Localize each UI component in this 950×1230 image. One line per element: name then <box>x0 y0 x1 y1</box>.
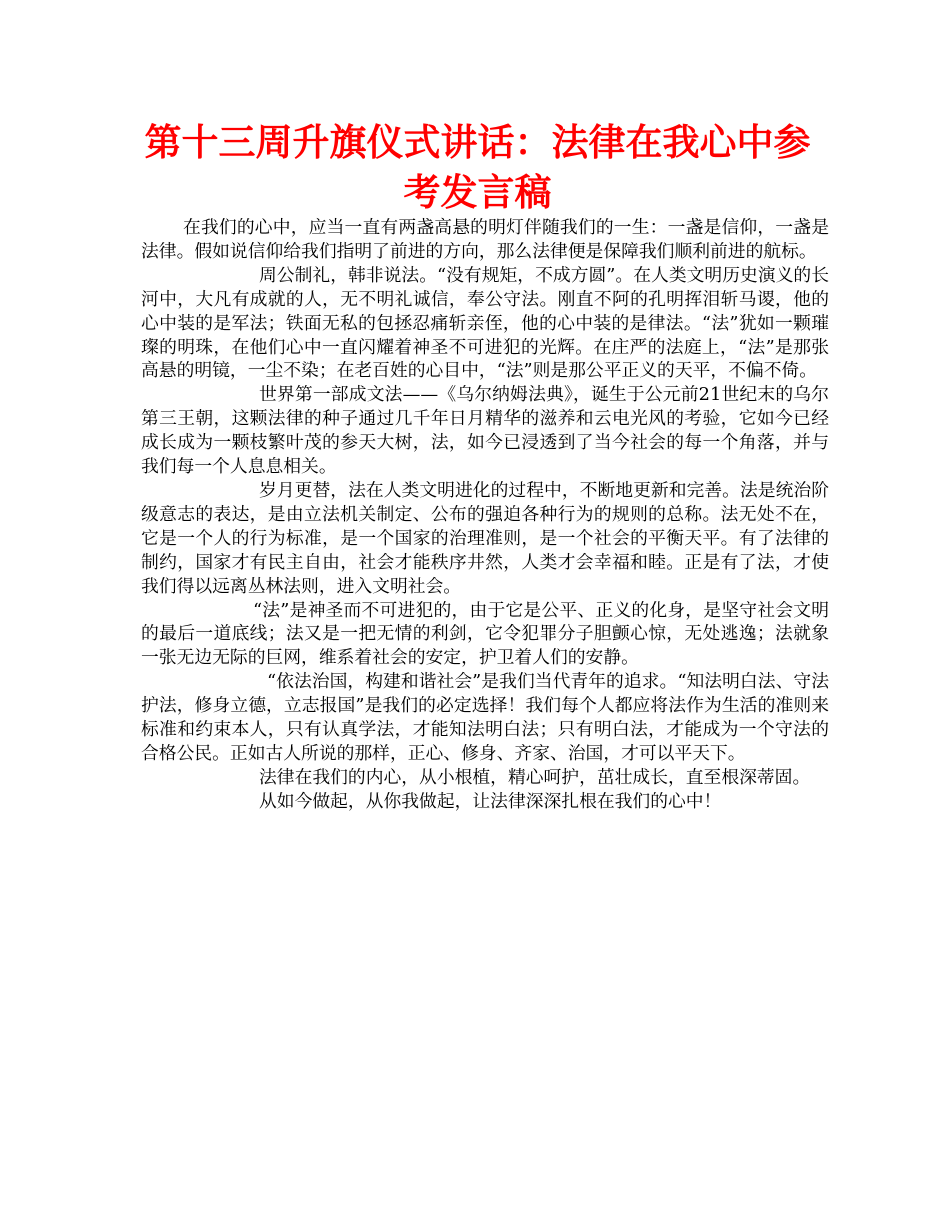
paragraph-3: 世界第一部成文法——《乌尔纳姆法典》，诞生于公元前21世纪末的乌尔第三王朝，这颗法律的种子通过几千年日月精华的滋养和云电光风的考验，它如今已经成长成为一颗枝繁叶茂的参天大树，法，如今已浸透到了当今社会的每一个角落，并与我们每一个人息息相关。 <box>141 384 829 478</box>
paragraph-1: 在我们的心中，应当一直有两盏高悬的明灯伴随我们的一生：一盏是信仰，一盏是法律。假如说信仰给我们指明了前进的方向，那么法律便是保障我们顺利前进的航标。 <box>141 217 829 262</box>
paragraph-8: 从如今做起，从你我做起，让法律深深扎根在我们的心中！ <box>259 790 722 812</box>
document-title: 第十三周升旗仪式讲话：法律在我心中参考发言稿 <box>144 121 811 214</box>
document-body <box>141 216 829 814</box>
paragraph-5: “法”是神圣而不可进犯的，由于它是公平、正义的化身，是坚守社会文明的最后一道底线；法又是一把无情的利剑，它令犯罪分子胆颤心惊，无处逃逸；法就象一张无边无际的巨网，维系着社会的安定，护卫着人们的安静。 <box>141 599 829 669</box>
paragraph-7: 法律在我们的内心，从小根植，精心呵护，茁壮成长，直至根深蒂固。 <box>259 766 811 788</box>
paragraph-2: 周公制礼，韩非说法。“没有规矩，不成方圆”。在人类文明历史演义的长河中，大凡有成就的人，无不明礼诚信，奉公守法。刚直不阿的孔明挥泪斩马谡，他的心中装的是军法；铁面无私的包拯忍痛斩亲侄，他的心中装的是律法。“法”犹如一颗璀璨的明珠，在他们心中一直闪耀着神圣不可进犯的光辉。在庄严的法庭上，“法”是那张高悬的明镜，一尘不染；在老百姓的心目中，“法”则是那公平正义的天平，不偏不倚。 <box>141 264 829 382</box>
paragraph-4: 岁月更替，法在人类文明进化的过程中，不断地更新和完善。法是统治阶级意志的表达，是由立法机关制定、公布的强迫各种行为的规则的总称。法无处不在，它是一个人的行为标准，是一个国家的治理准则，是一个社会的平衡天平。有了法律的制约，国家才有民主自由，社会才能秩序井然，人类才会幸福和睦。正是有了法，才使我们得以远离丛林法则，进入文明社会。 <box>141 479 829 597</box>
paragraph-6: “依法治国，构建和谐社会”是我们当代青年的追求。“知法明白法、守法护法，修身立德，立志报国”是我们的必定选择！我们每个人都应将法作为生活的准则来标准和约束本人，只有认真学法，才能知法明白法；只有明白法，才能成为一个守法的合格公民。正如古人所说的那样，正心、修身、齐家、治国，才可以平天下。 <box>141 671 829 764</box>
